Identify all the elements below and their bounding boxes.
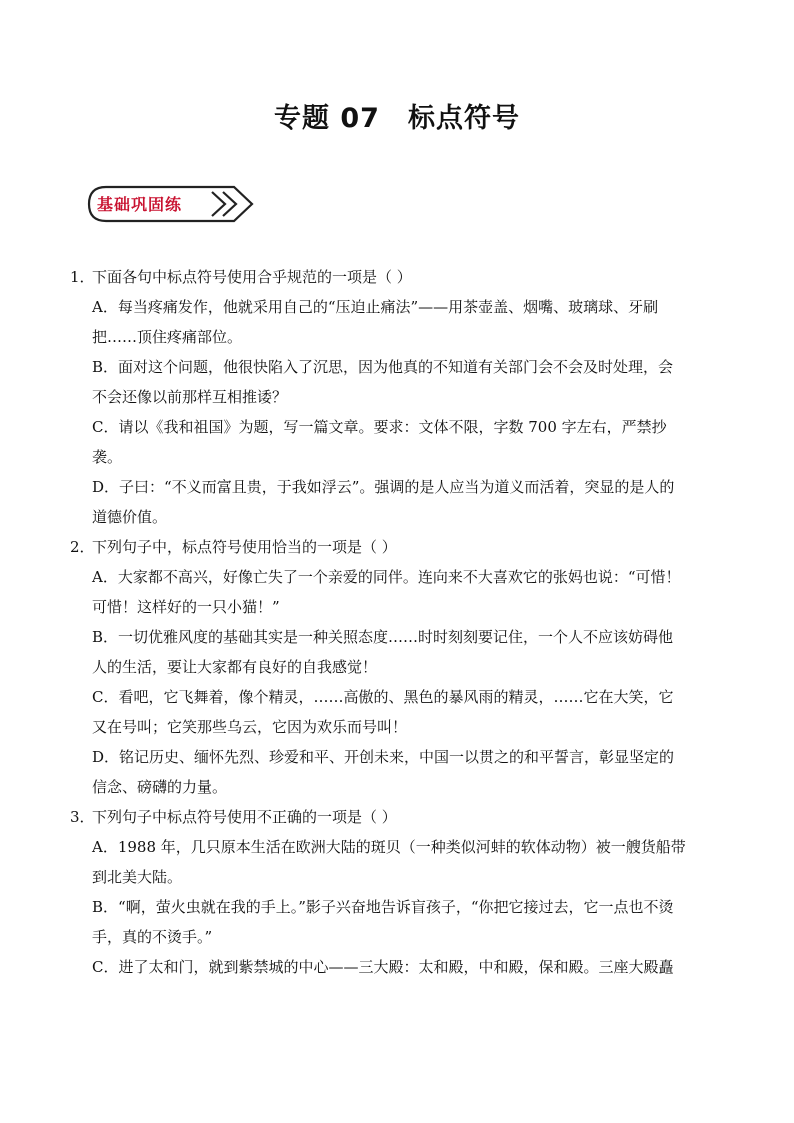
question-list bbox=[70, 262, 730, 982]
option-line: D．铭记历史、缅怀先烈、珍爱和平、开创未来，中国一以贯之的和平誓言，彰显坚定的 bbox=[92, 748, 675, 766]
question-1 bbox=[70, 262, 730, 532]
option-line: 把……顶住疼痛部位。 bbox=[92, 328, 243, 346]
question-stem: 下列句子中，标点符号使用恰当的一项是（ ） bbox=[92, 538, 397, 556]
question-2 bbox=[70, 532, 730, 802]
option-line: 手，真的不烫手。” bbox=[92, 928, 213, 946]
option-line: 信念、磅礴的力量。 bbox=[92, 778, 228, 796]
option-b bbox=[70, 892, 730, 952]
option-a bbox=[70, 292, 730, 352]
question-stem: 下列句子中标点符号使用不正确的一项是（ ） bbox=[92, 808, 397, 826]
question-stem: 下面各句中标点符号使用合乎规范的一项是（ ） bbox=[92, 268, 412, 286]
option-line: C．请以《我和祖国》为题，写一篇文章。要求：文体不限，字数 700 字左右，严禁抄 bbox=[92, 418, 667, 436]
option-line: B．面对这个问题，他很快陷入了沉思，因为他真的不知道有关部门会不会及时处理，会 bbox=[92, 358, 674, 376]
option-line: A．每当疼痛发作，他就采用自己的“压迫止痛法”——用茶壶盖、烟嘴、玻璃球、牙刷 bbox=[92, 298, 659, 316]
option-d bbox=[70, 742, 730, 802]
option-line: A．1988 年，几只原本生活在欧洲大陆的斑贝（一种类似河蚌的软体动物）被一艘货船带 bbox=[92, 838, 686, 856]
option-c bbox=[70, 682, 730, 742]
question-number: 1． bbox=[70, 268, 95, 286]
option-line: 道德价值。 bbox=[92, 508, 168, 526]
option-line: 又在号叫；它笑那些乌云，它因为欢乐而号叫！ bbox=[92, 718, 408, 736]
badge-label: 基础巩固练 bbox=[97, 195, 183, 214]
option-b bbox=[70, 622, 730, 682]
option-a bbox=[70, 832, 730, 892]
option-line: B．一切优雅风度的基础其实是一种关照态度……时时刻刻要记住，一个人不应该妨碍他 bbox=[92, 628, 674, 646]
option-line: D．子曰：“不义而富且贵，于我如浮云”。强调的是人应当为道义而活着，突显的是人的 bbox=[92, 478, 675, 496]
option-line: A．大家都不高兴，好像亡失了一个亲爱的同伴。连向来不大喜欢它的张妈也说：“可惜！ bbox=[92, 568, 681, 586]
question-number: 3． bbox=[70, 808, 95, 826]
question-3 bbox=[70, 802, 730, 982]
option-line: 到北美大陆。 bbox=[92, 868, 183, 886]
question-number: 2． bbox=[70, 538, 95, 556]
option-line: C．看吧，它飞舞着，像个精灵，……高傲的、黑色的暴风雨的精灵，……它在大笑，它 bbox=[92, 688, 674, 706]
option-a bbox=[70, 562, 730, 622]
option-line: 可惜！这样好的一只小猫！” bbox=[92, 598, 280, 616]
option-line: C．进了太和门，就到紫禁城的中心——三大殿：太和殿，中和殿，保和殿。三座大殿矗 bbox=[92, 958, 674, 976]
option-c bbox=[70, 412, 730, 472]
option-line: 人的生活，要让大家都有良好的自我感觉！ bbox=[92, 658, 378, 676]
option-line: 袭。 bbox=[92, 448, 123, 466]
section-badge bbox=[86, 184, 256, 224]
option-b bbox=[70, 352, 730, 412]
page-title: 专题 07 标点符号 bbox=[274, 103, 520, 134]
option-c bbox=[70, 952, 730, 982]
option-d bbox=[70, 472, 730, 532]
option-line: 不会还像以前那样互相推诿？ bbox=[92, 388, 288, 406]
option-line: B．“啊，萤火虫就在我的手上。”影子兴奋地告诉盲孩子，“你把它接过去，它一点也不烫 bbox=[92, 898, 674, 916]
